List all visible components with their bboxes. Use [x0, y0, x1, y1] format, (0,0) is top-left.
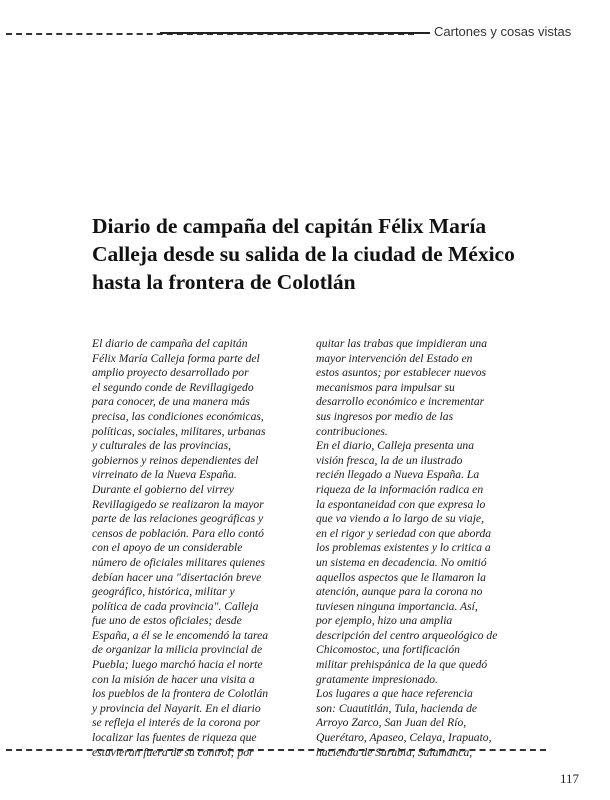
body-text-line: militar prehispánica de la que quedó	[316, 658, 488, 672]
body-column-left	[92, 337, 306, 760]
body-text-line: En el diario, Calleja presenta una	[316, 439, 475, 453]
body-text-line: atención, aunque para la corona no	[316, 585, 483, 599]
body-text-line: tuviesen ninguna importancia. Así,	[316, 599, 478, 613]
body-text-line: política de cada provincia". Calleja	[92, 599, 259, 613]
body-text-line: por ejemplo, hizo una amplia	[316, 614, 453, 628]
body-text-line: los pueblos de la frontera de Colotlán	[92, 687, 269, 701]
body-text-line: el segundo conde de Revillagigedo	[92, 380, 254, 394]
body-text-line: Félix María Calleja forma parte del	[92, 351, 260, 365]
body-text-line: geográfico, histórica, militar y	[92, 585, 235, 599]
body-text-line: que va viendo a lo largo de su viaje,	[316, 512, 484, 526]
body-text-line: Puebla; luego marchó hacia el norte	[92, 658, 263, 672]
body-text-line: debían hacer una "disertación breve	[92, 570, 262, 584]
body-text-line: Durante el gobierno del virrey	[92, 482, 234, 496]
body-text-line: recién llegado a Nueva España. La	[316, 468, 480, 482]
body-text-line: parte de las relaciones geográficas y	[92, 512, 264, 526]
body-text-line: mecanismos para impulsar su	[316, 380, 455, 394]
body-text-line: aquellos aspectos que le llamaron la	[316, 570, 486, 584]
body-text-line: Querétaro, Apaseo, Celaya, Irapuato,	[316, 731, 492, 745]
header-rule-solid	[160, 32, 430, 34]
body-text-line: virreinato de la Nueva España.	[92, 468, 237, 482]
body-text-line: contribuciones.	[316, 424, 388, 438]
body-text-line: España, a él se le encomendó la tarea	[92, 628, 269, 642]
title-line: hasta la frontera de Colotlán	[92, 270, 356, 294]
body-text-line: fue uno de estos oficiales; desde	[92, 614, 242, 628]
body-text-line: de organizar la milicia provincial de	[92, 643, 263, 657]
body-text-line: en el rigor y seriedad con que aborda	[316, 526, 492, 540]
body-text-line: mayor intervención del Estado en	[316, 351, 473, 365]
running-head: Cartones y cosas vistas	[434, 24, 572, 39]
body-text-line: Arroyo Zarco, San Juan del Río,	[316, 716, 467, 730]
body-text-line: quitar las trabas que impidieran una	[316, 337, 488, 350]
body-text-line: número de oficiales militares quienes	[92, 555, 266, 569]
body-text-line: hacienda de Sarabia, Salamanca,	[316, 745, 473, 759]
page-number: 117	[560, 771, 580, 786]
body-text-line: y culturales de las provincias,	[92, 439, 231, 453]
title-line: Calleja desde su salida de la ciudad de México	[92, 242, 515, 266]
body-text-line: con el apoyo de un considerable	[92, 541, 243, 555]
body-text-line: gratamente impresionado.	[316, 672, 438, 686]
body-text-line: estos asuntos; por establecer nuevos	[316, 366, 487, 380]
body-text-line: Revillagigedo se realizaron la mayor	[92, 497, 264, 511]
body-text-line: El diario de campaña del capitán	[92, 337, 248, 350]
footer-rule	[6, 749, 546, 751]
body-text-line: precisa, las condiciones económicas,	[92, 409, 264, 423]
body-text-line: los problemas existentes y lo critica a	[316, 541, 491, 555]
body-text-line: censos de población. Para ello contó	[92, 526, 264, 540]
body-text-line: riqueza de la información radica en	[316, 482, 484, 496]
body-text-line: políticas, sociales, militares, urbanas	[92, 424, 266, 438]
body-text-line: sus ingresos por medio de las	[316, 409, 454, 423]
article-title	[92, 212, 542, 296]
body-text-line: visión fresca, la de un ilustrado	[316, 453, 463, 467]
body-text-line: descripción del centro arqueológico de	[316, 628, 498, 642]
title-line: Diario de campaña del capitán Félix María	[92, 214, 487, 238]
body-text-line: gobiernos y reinos dependientes del	[92, 453, 259, 467]
body-text-line: un sistema en decadencia. No omitió	[316, 555, 487, 569]
body-text-line: la espontaneidad con que expresa lo	[316, 497, 486, 511]
body-column-right	[316, 337, 516, 760]
body-text-line: estuvieran fuera de su control; por	[92, 745, 254, 759]
body-text-line: Los lugares a que hace referencia	[316, 687, 473, 701]
body-text-line: son: Cuautitlán, Tula, hacienda de	[316, 701, 478, 715]
body-text-line: desarrollo económico e incrementar	[316, 395, 485, 409]
body-text-line: para conocer, de una manera más	[92, 395, 250, 409]
body-text-line: se refleja el interés de la corona por	[92, 716, 261, 730]
body-text-line: localizar las fuentes de riqueza que	[92, 731, 257, 745]
body-text-line: y provincia del Nayarit. En el diario	[92, 701, 261, 715]
body-text-line: amplio proyecto desarrollado por	[92, 366, 249, 380]
body-text-line: con la misión de hacer una visita a	[92, 672, 255, 686]
body-text-line: Chicomostoc, una fortificación	[316, 643, 460, 657]
